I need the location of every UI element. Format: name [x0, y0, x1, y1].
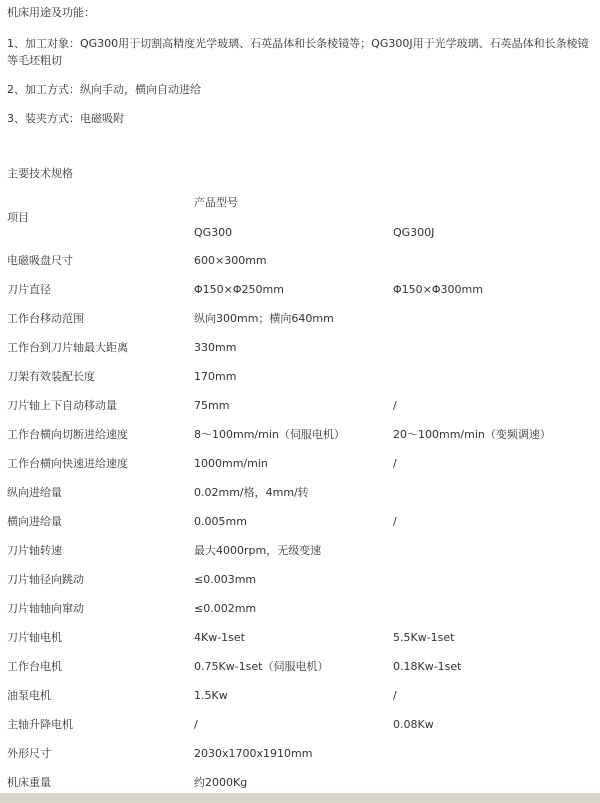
row-value-qg300: 0.005mm: [194, 515, 247, 528]
row-value-qg300j: 5.5Kw-1set: [393, 631, 455, 644]
row-value-qg300: Φ150×Φ250mm: [194, 283, 284, 296]
model-header: 产品型号: [194, 196, 238, 209]
row-label: 纵向进给量: [7, 486, 62, 499]
row-value-qg300: 0.75Kw-1set（伺服电机）: [194, 660, 329, 673]
row-value-qg300: 330mm: [194, 341, 237, 354]
row-label: 刀片轴转速: [7, 544, 62, 557]
row-value-qg300j: /: [393, 515, 397, 528]
row-label: 刀片轴轴向窜动: [7, 602, 84, 615]
row-label: 刀片轴电机: [7, 631, 62, 644]
row-value-qg300: 2030x1700x1910mm: [194, 747, 313, 760]
row-value-qg300: 170mm: [194, 370, 237, 383]
row-label: 机床重量: [7, 776, 51, 789]
row-value-qg300j: 0.08Kw: [393, 718, 434, 731]
row-value-qg300: /: [194, 718, 198, 731]
row-label: 油泵电机: [7, 689, 51, 702]
intro-item-processing-object: 1、加工对象：QG300用于切割高精度光学玻璃、石英晶体和长条棱镜等；QG300J用于光学玻璃、石英晶体和长条棱镜等毛坯粗切: [7, 37, 589, 67]
row-value-qg300: 最大4000rpm，无级变速: [194, 544, 322, 557]
row-value-qg300: 75mm: [194, 399, 230, 412]
footer-band: [0, 793, 600, 803]
row-label: 主轴升降电机: [7, 718, 73, 731]
row-label: 工作台横向切断进给速度: [7, 428, 128, 441]
row-label: 刀片轴径向跳动: [7, 573, 84, 586]
intro-item-clamping-method: 3、装夹方式：电磁吸附: [7, 112, 124, 125]
row-value-qg300: 1000mm/min: [194, 457, 268, 470]
row-label: 外形尺寸: [7, 747, 51, 760]
row-label: 工作台移动范围: [7, 312, 84, 325]
row-value-qg300: 600×300mm: [194, 254, 267, 267]
row-value-qg300j: 0.18Kw-1set: [393, 660, 462, 673]
item-header: 项目: [7, 211, 29, 224]
row-value-qg300: 4Kw-1set: [194, 631, 245, 644]
intro-item-processing-method: 2、加工方式：纵向手动，横向自动进给: [7, 83, 201, 96]
row-value-qg300: 8～100mm/min（伺服电机）: [194, 428, 345, 441]
row-label: 刀架有效装配长度: [7, 370, 95, 383]
row-value-qg300j: 20～100mm/min（变频调速）: [393, 428, 551, 441]
row-label: 电磁吸盘尺寸: [7, 254, 73, 267]
row-value-qg300: 0.02mm/格，4mm/转: [194, 486, 309, 499]
row-value-qg300: ≤0.003mm: [194, 573, 257, 586]
row-value-qg300j: /: [393, 689, 397, 702]
row-label: 工作台到刀片轴最大距离: [7, 341, 128, 354]
row-value-qg300: 纵向300mm；横向640mm: [194, 312, 334, 325]
row-value-qg300j: Φ150×Φ300mm: [393, 283, 483, 296]
row-label: 刀片轴上下自动移动量: [7, 399, 117, 412]
row-value-qg300: 约2000Kg: [194, 776, 248, 789]
row-label: 工作台电机: [7, 660, 62, 673]
intro-heading: 机床用途及功能：: [7, 6, 95, 19]
row-value-qg300j: /: [393, 399, 397, 412]
specs-section-title: 主要技术规格: [7, 167, 73, 180]
row-value-qg300: 1.5Kw: [194, 689, 228, 702]
model-b-header: QG300J: [393, 226, 435, 239]
row-value-qg300j: /: [393, 457, 397, 470]
row-label: 刀片直径: [7, 283, 51, 296]
row-value-qg300: ≤0.002mm: [194, 602, 257, 615]
model-a-header: QG300: [194, 226, 233, 239]
row-label: 横向进给量: [7, 515, 62, 528]
row-label: 工作台横向快速进给速度: [7, 457, 128, 470]
